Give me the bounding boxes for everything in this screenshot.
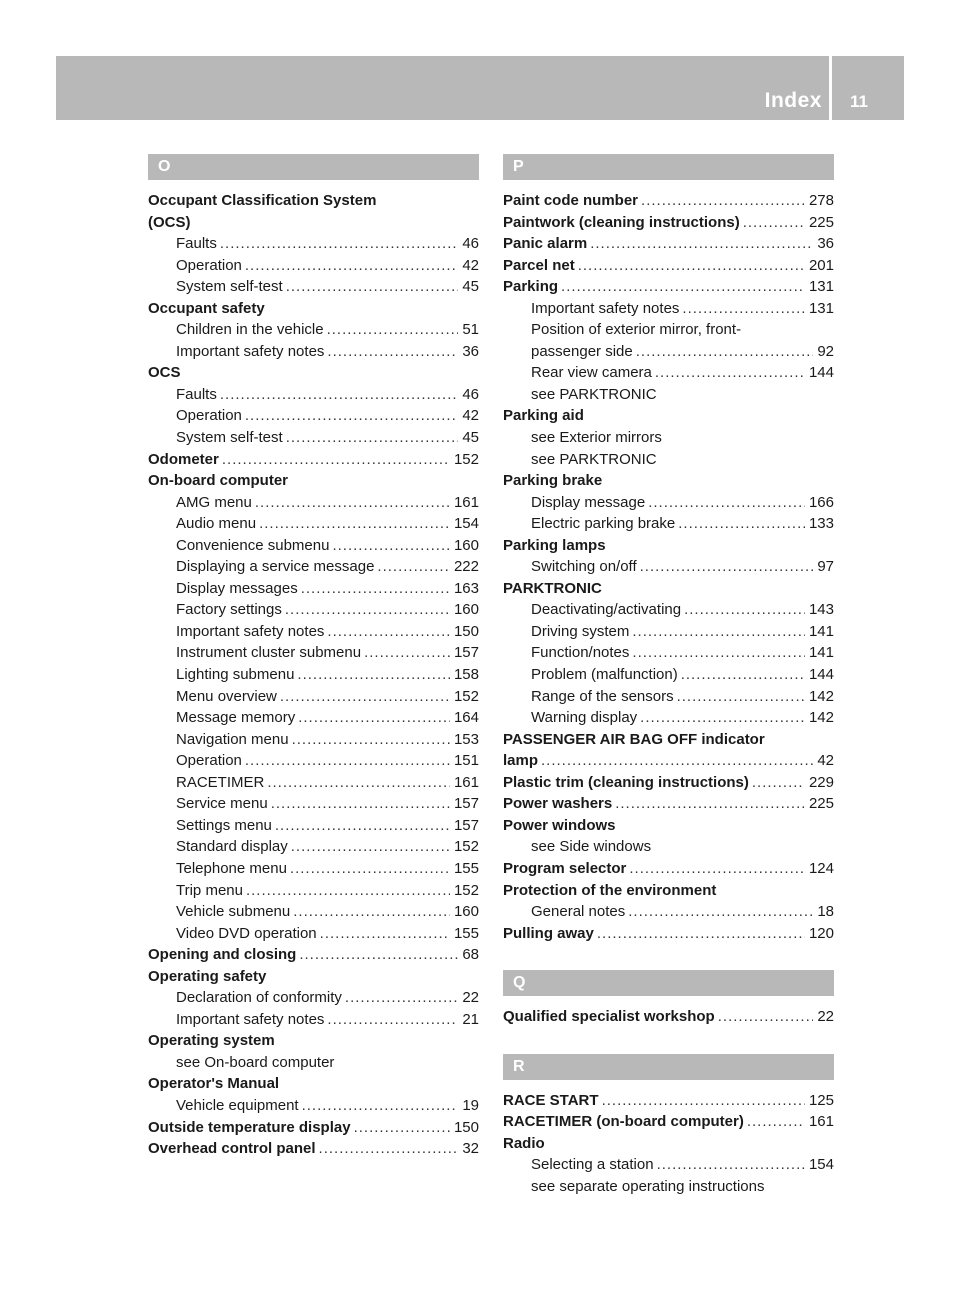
entry-page-number: 131 xyxy=(808,278,834,296)
dot-leader xyxy=(286,276,459,298)
index-cross-reference: see Side windows xyxy=(531,838,652,856)
entry-text: Display messages xyxy=(176,579,298,597)
entry-text: Range of the sensors xyxy=(531,687,674,705)
entry-page-number: 152 xyxy=(453,881,479,899)
index-cross-reference: see PARKTRONIC xyxy=(531,385,657,403)
index-heading: Operating safety xyxy=(148,967,267,985)
entry-page-number: 36 xyxy=(462,342,479,360)
index-subentry[interactable] xyxy=(148,707,479,729)
entry-text: Switching on/off xyxy=(531,558,637,576)
dot-leader xyxy=(718,1006,814,1028)
index-subentry[interactable] xyxy=(148,923,479,945)
entry-page-number: 161 xyxy=(808,1113,834,1131)
entry-text: Deactivating/activating xyxy=(531,601,682,619)
entry-text: Operation xyxy=(176,752,242,770)
index-subentry[interactable] xyxy=(148,664,479,686)
entry-text: Children in the vehicle xyxy=(176,321,324,339)
entry-page-number: 222 xyxy=(453,558,479,576)
index-heading: Parking brake xyxy=(503,472,603,490)
dot-leader xyxy=(677,686,805,708)
dot-leader xyxy=(280,686,450,708)
index-subentry[interactable] xyxy=(148,233,479,255)
entry-text: Menu overview xyxy=(176,687,277,705)
dot-leader xyxy=(301,578,450,600)
index-entry[interactable] xyxy=(503,1006,834,1028)
entry-page-number: 161 xyxy=(453,493,479,511)
entry-page-number: 32 xyxy=(462,1140,479,1158)
index-subentry[interactable] xyxy=(148,427,479,449)
entry-text: Parking xyxy=(503,278,559,296)
dot-leader xyxy=(290,858,450,880)
index-subentry[interactable] xyxy=(148,987,479,1009)
entry-page-number: 225 xyxy=(808,213,834,231)
entry-text: Paint code number xyxy=(503,192,639,209)
entry-text: Faults xyxy=(176,385,217,403)
index-subentry[interactable] xyxy=(503,599,834,621)
entry-page-number: 157 xyxy=(453,816,479,834)
dot-leader xyxy=(245,405,458,427)
entry-page-number: 164 xyxy=(453,709,479,727)
dot-leader xyxy=(752,772,805,794)
index-entry[interactable] xyxy=(503,233,834,255)
index-entry[interactable] xyxy=(503,858,834,880)
dot-leader xyxy=(327,319,459,341)
index-cross-reference: see separate operating instructions xyxy=(531,1177,765,1195)
index-subentry[interactable] xyxy=(148,880,479,902)
dot-leader xyxy=(597,923,805,945)
dot-leader xyxy=(255,492,450,514)
entry-text: Vehicle equipment xyxy=(176,1096,299,1114)
index-heading: OCS xyxy=(148,364,181,382)
dot-leader xyxy=(681,664,805,686)
index-entry[interactable] xyxy=(503,276,834,298)
index-cross-reference: Position of exterior mirror, front- xyxy=(531,321,742,339)
dot-leader xyxy=(655,362,805,384)
dot-leader xyxy=(285,599,450,621)
entry-text: Declaration of conformity xyxy=(176,989,342,1007)
index-heading: PASSENGER AIR BAG OFF indicator xyxy=(503,730,765,748)
index-subentry[interactable] xyxy=(148,793,479,815)
entry-page-number: 141 xyxy=(808,644,834,662)
entry-text: Function/notes xyxy=(531,644,630,662)
entry-text: Parcel net xyxy=(503,256,575,274)
index-heading: Parking aid xyxy=(503,407,584,425)
dot-leader xyxy=(298,707,450,729)
entry-text: Factory settings xyxy=(176,601,282,619)
index-subentry[interactable] xyxy=(148,686,479,708)
entry-page-number: 92 xyxy=(817,342,834,360)
entry-text: Message memory xyxy=(176,709,296,727)
entry-text: Overhead control panel xyxy=(148,1140,316,1158)
entry-page-number: 18 xyxy=(817,903,834,921)
entry-text: Instrument cluster submenu xyxy=(176,644,362,662)
entry-page-number: 152 xyxy=(453,838,479,856)
dot-leader xyxy=(286,427,459,449)
entry-text: Panic alarm xyxy=(503,235,588,253)
entry-text: AMG menu xyxy=(176,493,252,511)
entry-page-number: 154 xyxy=(453,515,479,533)
index-subentry[interactable] xyxy=(148,901,479,923)
entry-text: Video DVD operation xyxy=(176,924,317,942)
entry-page-number: 150 xyxy=(453,1118,479,1136)
index-heading: PARKTRONIC xyxy=(503,579,602,597)
entry-text: Telephone menu xyxy=(176,859,287,877)
entry-page-number: 120 xyxy=(808,924,834,942)
dot-leader xyxy=(632,621,805,643)
dot-leader xyxy=(320,923,450,945)
entry-text: Odometer xyxy=(148,450,219,468)
dot-leader xyxy=(743,212,805,234)
dot-leader xyxy=(578,255,805,277)
entry-page-number: 155 xyxy=(453,924,479,942)
entry-page-number: 42 xyxy=(462,407,479,425)
index-heading: On-board computer xyxy=(148,472,289,490)
entry-page-number: 160 xyxy=(453,601,479,619)
dot-leader xyxy=(682,298,805,320)
index-subentry[interactable] xyxy=(148,1009,479,1031)
entry-page-number: 19 xyxy=(462,1096,479,1114)
index-heading: Radio xyxy=(503,1134,545,1152)
entry-page-number: 142 xyxy=(808,687,834,705)
entry-page-number: 166 xyxy=(808,493,834,511)
dot-leader xyxy=(327,341,458,363)
index-subentry[interactable] xyxy=(503,642,834,664)
entry-page-number: 157 xyxy=(453,795,479,813)
dot-leader xyxy=(291,836,450,858)
entry-page-number: 158 xyxy=(453,666,479,684)
index-subentry[interactable] xyxy=(148,492,479,514)
entry-page-number: 163 xyxy=(453,579,479,597)
index-entry[interactable] xyxy=(148,449,479,471)
dot-leader xyxy=(327,621,450,643)
entry-page-number: 68 xyxy=(462,946,479,964)
index-subentry[interactable] xyxy=(503,621,834,643)
entry-page-number: 229 xyxy=(808,773,834,791)
entry-text: General notes xyxy=(531,903,626,921)
section-letter-o: O xyxy=(148,154,479,180)
index-subentry[interactable] xyxy=(148,750,479,772)
entry-text: Audio menu xyxy=(176,515,257,533)
index-entry[interactable] xyxy=(503,772,834,794)
index-cross-reference: see PARKTRONIC xyxy=(531,450,657,468)
index-entry[interactable] xyxy=(148,1138,479,1160)
entry-page-number: 201 xyxy=(808,256,834,274)
index-heading: Protection of the environment xyxy=(503,881,717,899)
entry-text: Vehicle submenu xyxy=(176,903,291,921)
entry-text: Problem (malfunction) xyxy=(531,666,678,684)
entry-text: Navigation menu xyxy=(176,730,289,748)
dot-leader xyxy=(561,276,805,298)
index-subentry[interactable] xyxy=(148,319,479,341)
entry-page-number: 46 xyxy=(462,385,479,403)
entry-text: Selecting a station xyxy=(531,1156,654,1174)
entry-page-number: 22 xyxy=(462,989,479,1007)
entry-text: Power washers xyxy=(503,795,613,813)
dot-leader xyxy=(354,1117,450,1139)
dot-leader xyxy=(275,815,450,837)
entry-text: System self-test xyxy=(176,429,283,447)
index-subentry[interactable] xyxy=(148,405,479,427)
dot-leader xyxy=(220,233,458,255)
dot-leader xyxy=(327,1009,458,1031)
index-column-right xyxy=(503,154,834,1197)
dot-leader xyxy=(332,535,450,557)
dot-leader xyxy=(345,987,458,1009)
entry-text: Driving system xyxy=(531,622,630,640)
entry-text: Trip menu xyxy=(176,881,243,899)
entry-page-number: 143 xyxy=(808,601,834,619)
entry-text: Electric parking brake xyxy=(531,515,676,533)
index-entry[interactable] xyxy=(503,750,834,772)
index-column-left xyxy=(148,154,479,1160)
index-subentry[interactable] xyxy=(503,513,834,535)
dot-leader xyxy=(245,255,458,277)
index-entry[interactable] xyxy=(503,1090,834,1112)
entry-text: RACETIMER xyxy=(176,773,265,791)
dot-leader xyxy=(640,556,814,578)
dot-leader xyxy=(292,729,450,751)
entry-page-number: 278 xyxy=(808,192,834,209)
dot-leader xyxy=(377,556,450,578)
dot-leader xyxy=(271,793,450,815)
index-subentry[interactable] xyxy=(148,621,479,643)
dot-leader xyxy=(222,449,450,471)
entry-text: Qualified specialist workshop xyxy=(503,1008,715,1026)
index-subentry[interactable] xyxy=(148,578,479,600)
dot-leader xyxy=(541,750,813,772)
index-subentry[interactable] xyxy=(503,664,834,686)
dot-leader xyxy=(299,944,458,966)
entry-text: Warning display xyxy=(531,709,638,727)
dot-leader xyxy=(632,642,805,664)
dot-leader xyxy=(641,190,805,212)
index-subentry[interactable] xyxy=(148,513,479,535)
dot-leader xyxy=(259,513,450,535)
entry-page-number: 144 xyxy=(808,666,834,684)
entry-page-number: 160 xyxy=(453,536,479,554)
section-spacer xyxy=(503,1028,834,1054)
entry-text: Displaying a service message xyxy=(176,558,375,576)
index-subentry[interactable] xyxy=(503,901,834,923)
entry-text: Outside temperature display xyxy=(148,1118,351,1136)
dot-leader xyxy=(657,1154,805,1176)
entry-text: Standard display xyxy=(176,838,288,856)
index-entry[interactable] xyxy=(503,923,834,945)
entry-text: Program selector xyxy=(503,859,627,877)
dot-leader xyxy=(628,901,813,923)
index-subentry[interactable] xyxy=(148,599,479,621)
index-subentry[interactable] xyxy=(148,836,479,858)
section-letter-q: Q xyxy=(503,970,834,996)
entry-page-number: 46 xyxy=(462,235,479,253)
entry-text: Important safety notes xyxy=(176,1010,325,1028)
entry-text: RACETIMER (on-board computer) xyxy=(503,1113,744,1131)
entry-page-number: 152 xyxy=(453,687,479,705)
entry-text: Settings menu xyxy=(176,816,272,834)
index-cross-reference: see Exterior mirrors xyxy=(531,429,662,447)
entry-page-number: 160 xyxy=(453,903,479,921)
index-subentry[interactable] xyxy=(148,858,479,880)
index-entry[interactable] xyxy=(503,255,834,277)
dot-leader xyxy=(640,707,805,729)
entry-page-number: 150 xyxy=(453,622,479,640)
entry-page-number: 42 xyxy=(817,752,834,770)
entry-text: Paintwork (cleaning instructions) xyxy=(503,213,740,231)
entry-page-number: 155 xyxy=(453,859,479,877)
index-subentry[interactable] xyxy=(503,492,834,514)
index-subentry[interactable] xyxy=(148,772,479,794)
index-entry[interactable] xyxy=(503,793,834,815)
index-subentry[interactable] xyxy=(148,255,479,277)
index-subentry[interactable] xyxy=(503,707,834,729)
index-subentry[interactable] xyxy=(503,556,834,578)
dot-leader xyxy=(246,880,450,902)
header-title: Index xyxy=(764,89,822,112)
entry-page-number: 157 xyxy=(453,644,479,662)
entry-page-number: 225 xyxy=(808,795,834,813)
section-spacer xyxy=(503,944,834,970)
entry-text: Pulling away xyxy=(503,924,594,942)
dot-leader xyxy=(302,1095,459,1117)
entry-text: Operation xyxy=(176,407,242,425)
entry-page-number: 161 xyxy=(453,773,479,791)
index-subentry[interactable] xyxy=(148,642,479,664)
entry-page-number: 42 xyxy=(462,256,479,274)
index-subentry[interactable] xyxy=(148,384,479,406)
entry-text: lamp xyxy=(503,752,539,770)
entry-page-number: 124 xyxy=(808,859,834,877)
entry-page-number: 152 xyxy=(453,450,479,468)
page-header xyxy=(56,56,904,120)
dot-leader xyxy=(602,1090,805,1112)
page-number: 11 xyxy=(850,92,868,111)
dot-leader xyxy=(684,599,805,621)
dot-leader xyxy=(364,642,450,664)
dot-leader xyxy=(293,901,450,923)
entry-page-number: 21 xyxy=(462,1010,479,1028)
entry-text: Service menu xyxy=(176,795,268,813)
entry-page-number: 142 xyxy=(808,709,834,727)
dot-leader xyxy=(629,858,805,880)
dot-leader xyxy=(267,772,450,794)
dot-leader xyxy=(319,1138,459,1160)
entry-text: Display message xyxy=(531,493,646,511)
entry-text: passenger side xyxy=(531,342,633,360)
dot-leader xyxy=(220,384,458,406)
index-heading: Occupant Classification System xyxy=(148,192,377,209)
index-subentry[interactable] xyxy=(148,341,479,363)
entry-page-number: 51 xyxy=(462,321,479,339)
entry-page-number: 144 xyxy=(808,364,834,382)
entry-text: Opening and closing xyxy=(148,946,297,964)
dot-leader xyxy=(636,341,814,363)
index-heading: Power windows xyxy=(503,816,616,834)
entry-text: Operation xyxy=(176,256,242,274)
index-entry[interactable] xyxy=(503,212,834,234)
section-letter-r: R xyxy=(503,1054,834,1080)
index-subentry[interactable] xyxy=(503,362,834,384)
index-heading: Operator's Manual xyxy=(148,1075,280,1093)
entry-text: RACE START xyxy=(503,1091,599,1109)
entry-page-number: 45 xyxy=(462,278,479,296)
index-entry[interactable] xyxy=(503,190,834,212)
entry-text: Convenience submenu xyxy=(176,536,330,554)
dot-leader xyxy=(747,1111,805,1133)
index-subentry[interactable] xyxy=(503,341,834,363)
index-subentry[interactable] xyxy=(148,1095,479,1117)
index-entry[interactable] xyxy=(148,944,479,966)
section-letter-p: P xyxy=(503,154,834,180)
index-subentry[interactable] xyxy=(148,556,479,578)
dot-leader xyxy=(678,513,805,535)
entry-page-number: 133 xyxy=(808,515,834,533)
index-heading: (OCS) xyxy=(148,213,191,231)
entry-text: Important safety notes xyxy=(176,342,325,360)
index-subentry[interactable] xyxy=(503,1154,834,1176)
index-subentry[interactable] xyxy=(148,815,479,837)
entry-text: Important safety notes xyxy=(176,622,325,640)
entry-text: Faults xyxy=(176,235,217,253)
dot-leader xyxy=(615,793,805,815)
entry-text: Lighting submenu xyxy=(176,666,295,684)
entry-page-number: 45 xyxy=(462,429,479,447)
entry-page-number: 131 xyxy=(808,299,834,317)
dot-leader xyxy=(648,492,805,514)
index-cross-reference: see On-board computer xyxy=(176,1053,335,1071)
index-subentry[interactable] xyxy=(148,276,479,298)
index-subentry[interactable] xyxy=(503,686,834,708)
entry-page-number: 154 xyxy=(808,1156,834,1174)
entry-page-number: 153 xyxy=(453,730,479,748)
index-heading: Occupant safety xyxy=(148,299,265,317)
index-subentry[interactable] xyxy=(503,298,834,320)
dot-leader xyxy=(297,664,450,686)
entry-text: Important safety notes xyxy=(531,299,680,317)
index-heading: Parking lamps xyxy=(503,536,606,554)
index-entry[interactable] xyxy=(503,1111,834,1133)
entry-page-number: 141 xyxy=(808,622,834,640)
entry-text: Rear view camera xyxy=(531,364,652,382)
index-heading: Operating system xyxy=(148,1032,275,1050)
entry-text: System self-test xyxy=(176,278,283,296)
dot-leader xyxy=(590,233,813,255)
entry-page-number: 22 xyxy=(817,1008,834,1026)
entry-page-number: 151 xyxy=(453,752,479,770)
entry-text: Plastic trim (cleaning instructions) xyxy=(503,773,749,791)
entry-page-number: 125 xyxy=(808,1091,834,1109)
entry-page-number: 97 xyxy=(817,558,834,576)
index-subentry[interactable] xyxy=(148,535,479,557)
index-entry[interactable] xyxy=(148,1117,479,1139)
entry-page-number: 36 xyxy=(817,235,834,253)
header-divider xyxy=(829,56,832,120)
index-subentry[interactable] xyxy=(148,729,479,751)
dot-leader xyxy=(245,750,450,772)
